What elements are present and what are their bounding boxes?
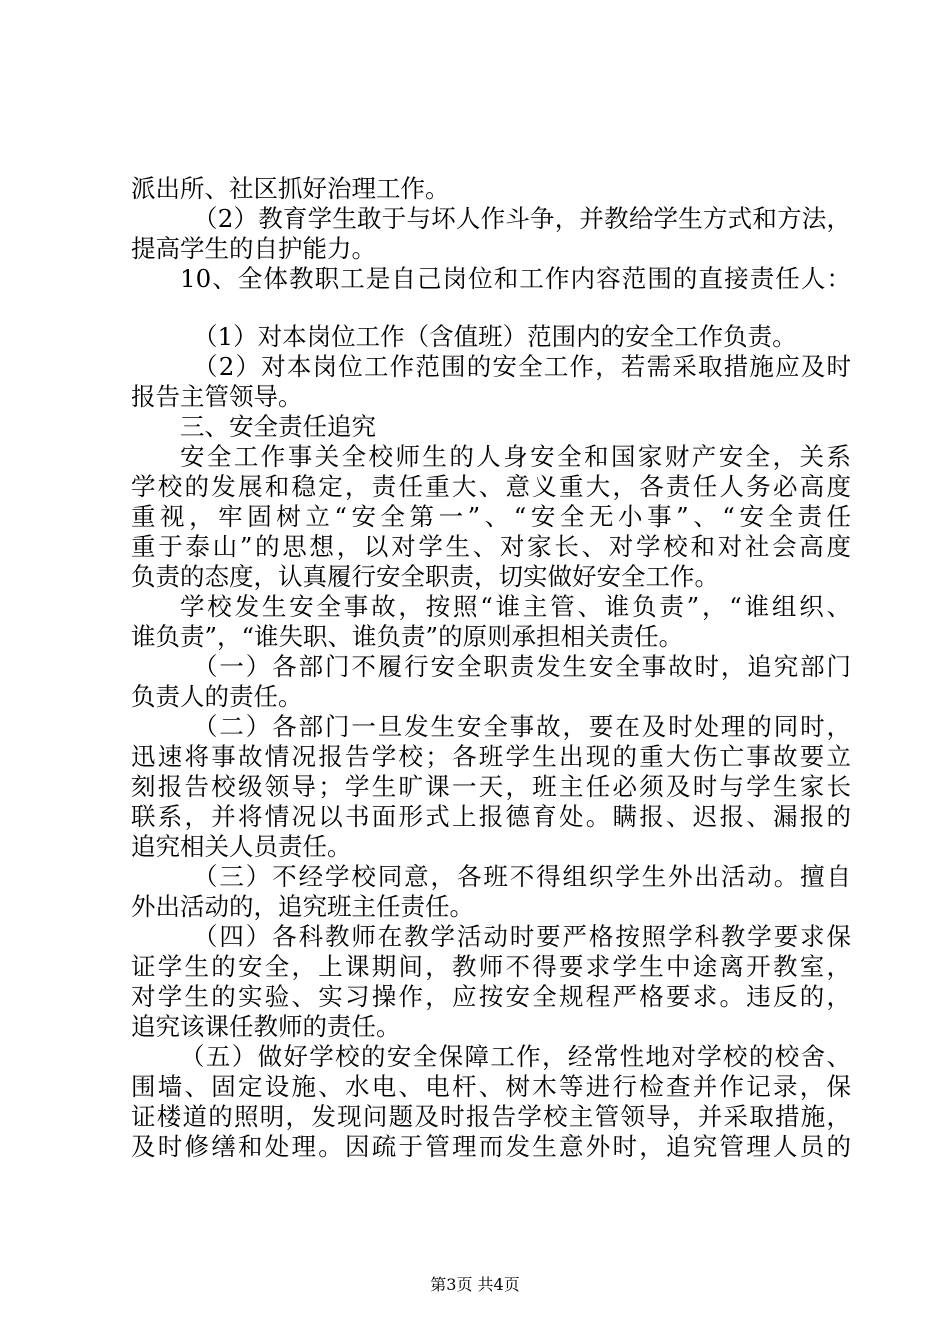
text-line: （2）教育学生敢于与坏人作斗争，并教给学生方式和方法， xyxy=(193,204,851,233)
text-line: 围墙、固定设施、水电、电杆、树木等进行检查并作记录，保 xyxy=(131,1072,851,1101)
text-line: 10、全体教职工是自己岗位和工作内容范围的直接责任人： xyxy=(180,264,851,293)
text-line: 负责的态度，认真履行安全职责，切实做好安全工作。 xyxy=(131,562,719,591)
text-line: （五）做好学校的安全保障工作，经常性地对学校的校舍、 xyxy=(180,1042,851,1071)
text-line: 追究该课任教师的责任。 xyxy=(131,1012,401,1041)
text-line: （1）对本岗位工作（含值班）范围内的安全工作负责。 xyxy=(193,322,797,351)
text-line: 外出活动的，追究班主任责任。 xyxy=(131,892,474,921)
text-line: （2）对本岗位工作范围的安全工作，若需采取措施应及时 xyxy=(193,352,851,381)
text-line: 提高学生的自护能力。 xyxy=(131,234,376,263)
text-line: 证楼道的照明，发现问题及时报告学校主管领导，并采取措施， xyxy=(131,1102,851,1131)
text-line: 负责人的责任。 xyxy=(131,682,303,711)
text-line: 证学生的安全，上课期间，教师不得要求学生中途离开教室， xyxy=(131,952,851,981)
text-line: 谁负责”，“谁失职、谁负责”的原则承担相关责任。 xyxy=(131,622,684,651)
text-line: 安全工作事关全校师生的人身安全和国家财产安全，关系 xyxy=(180,442,851,471)
text-line: 及时修缮和处理。因疏于管理而发生意外时，追究管理人员的 xyxy=(131,1132,851,1161)
page-number-footer: 第3页 共4页 xyxy=(430,1275,520,1294)
text-line: 联系，并将情况以书面形式上报德育处。瞒报、迟报、漏报的 xyxy=(131,802,851,831)
paragraph-gap xyxy=(131,294,851,322)
text-line: 追究相关人员责任。 xyxy=(131,832,352,861)
section-heading: 三、安全责任追究 xyxy=(180,412,376,441)
text-line: 迅速将事故情况报告学校；各班学生出现的重大伤亡事故要立 xyxy=(131,742,851,771)
text-line: （四）各科教师在教学活动时要严格按照学科教学要求保 xyxy=(193,922,851,951)
document-body xyxy=(131,174,851,1162)
text-line: 对学生的实验、实习操作，应按安全规程严格要求。违反的， xyxy=(131,982,851,1011)
text-line: 学校的发展和稳定，责任重大、意义重大，各责任人务必高度 xyxy=(131,472,851,501)
text-line: 重视，牢固树立“安全第一”、“安全无小事”、“安全责任 xyxy=(131,502,851,531)
text-line: 刻报告校级领导；学生旷课一天，班主任必须及时与学生家长 xyxy=(131,772,851,801)
text-line: （一）各部门不履行安全职责发生安全事故时，追究部门 xyxy=(193,652,851,681)
text-line: 学校发生安全事故，按照“谁主管、谁负责”，“谁组织、 xyxy=(180,592,851,621)
text-line: 重于泰山”的思想，以对学生、对家长、对学校和对社会高度 xyxy=(131,532,851,561)
text-line: （三）不经学校同意，各班不得组织学生外出活动。擅自 xyxy=(193,862,851,891)
text-line: 派出所、社区抓好治理工作。 xyxy=(131,174,450,203)
text-line: （二）各部门一旦发生安全事故，要在及时处理的同时， xyxy=(193,712,851,741)
text-line: 报告主管领导。 xyxy=(131,382,303,411)
